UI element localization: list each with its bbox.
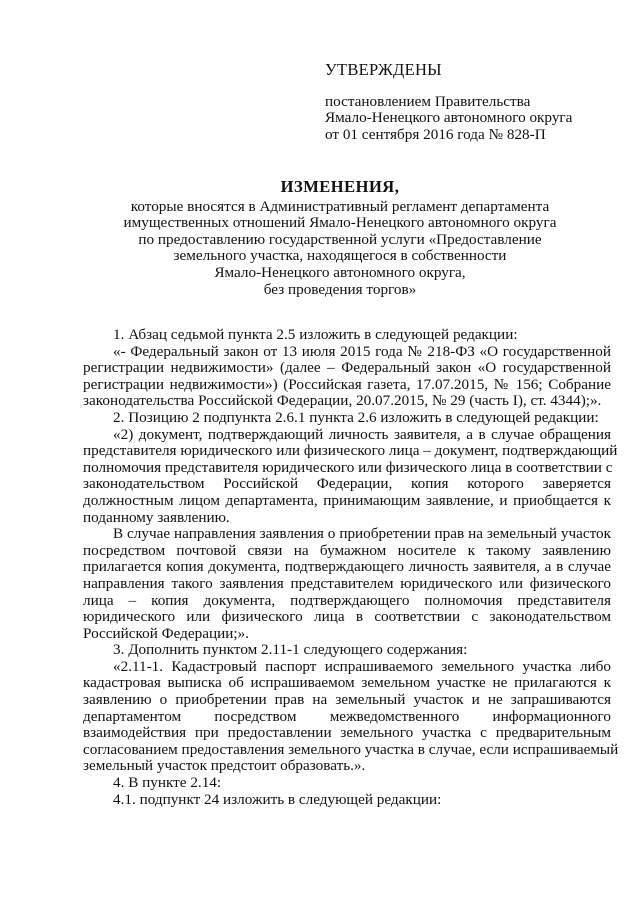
paragraph-4: 4. В пункте 2.14: (113, 774, 222, 792)
body-line: лица – копия документа, подтверждающего полномочия представителя (83, 591, 611, 609)
body-line: законодательством Российской Федерации, копия которого заверяется (83, 475, 611, 493)
body-line: «2.11-1. Кадастровый паспорт испрашиваемого земельного участка либо (113, 657, 611, 675)
body-line: регистрации недвижимости» (далее – Федеральный закон «О государственной (83, 359, 611, 377)
approval-line: от 01 сентября 2016 года № 828-П (325, 125, 546, 143)
approval-heading: УТВЕРЖДЕНЫ (325, 60, 442, 79)
title-line: Ямало-Ненецкого автономного округа, (214, 263, 466, 281)
title-line: земельного участка, находящегося в собственности (173, 247, 507, 265)
subparagraph-4-1: 4.1. подпункт 24 изложить в следующей редакции: (113, 790, 442, 808)
title-heading: ИЗМЕНЕНИЯ, (280, 177, 400, 196)
body-line: кадастровая выписка об испрашиваемом земельном участке не прилагаются к (83, 674, 611, 692)
body-line: «- Федеральный закон от 13 июля 2015 года № 218-ФЗ «О государственной (113, 342, 611, 360)
paragraph-3: 3. Дополнить пунктом 2.11-1 следующего содержания: (113, 641, 468, 659)
body-line: полномочия представителя юридического или физического лица в соответствии с (83, 458, 613, 476)
body-line: посредством почтовой связи на бумажном носителе к такому заявлению (83, 541, 611, 559)
body-line: законодательства Российской Федерации, 20.07.2015, № 29 (часть I), ст. 4344);». (83, 392, 602, 410)
body-line: согласованием предоставления земельного участка в случае, если испрашиваемый (83, 740, 619, 758)
approval-line: Ямало-Ненецкого автономного округа (325, 109, 573, 127)
body-line: поданному заявлению. (83, 508, 230, 526)
title-line: без проведения торгов» (263, 280, 417, 298)
title-line: имущественных отношений Ямало-Ненецкого автономного округа (123, 214, 557, 232)
body-line: земельный участок предстоит образовать.». (83, 757, 366, 775)
body-line: департаментом посредством межведомственного информационного (83, 707, 611, 725)
approval-block (325, 62, 625, 143)
title-line: по предоставлению государственной услуги «Предоставление (138, 230, 542, 248)
document-body (83, 326, 619, 808)
paragraph-1: 1. Абзац седьмой пункта 2.5 изложить в следующей редакции: (113, 326, 518, 343)
body-line: должностным лицом департамента, принимающим заявление, и приобщается к (83, 491, 611, 509)
title-line: которые вносятся в Административный регламент департамента (130, 197, 550, 215)
body-line: «2) документ, подтверждающий личность заявителя, а в случае обращения (113, 425, 611, 443)
body-line: представителя юридического или физического лица – документ, подтверждающий (83, 442, 618, 460)
body-line: регистрации недвижимости») (Российская газета, 17.07.2015, № 156; Собрание (83, 375, 611, 393)
body-line: В случае направления заявления о приобретении прав на земельный участок (113, 525, 611, 543)
body-line: прилагается копия документа, подтверждающего личность заявителя, а в случае (83, 558, 611, 576)
approval-line: постановлением Правительства (325, 92, 531, 110)
body-line: заявлению о приобретении прав на земельный участок и не запрашиваются (83, 691, 611, 709)
body-line: юридического или физического лица в соответствии с законодательством (83, 608, 611, 626)
document-title (120, 179, 560, 298)
paragraph-2: 2. Позицию 2 подпункта 2.6.1 пункта 2.6 изложить в следующей редакции: (113, 408, 599, 426)
body-line: Российской Федерации;». (83, 624, 249, 642)
body-line: направления такого заявления представителем юридического или физического (83, 574, 611, 592)
body-line: взаимодействия при предоставлении земельного участка с предварительным (83, 724, 611, 742)
